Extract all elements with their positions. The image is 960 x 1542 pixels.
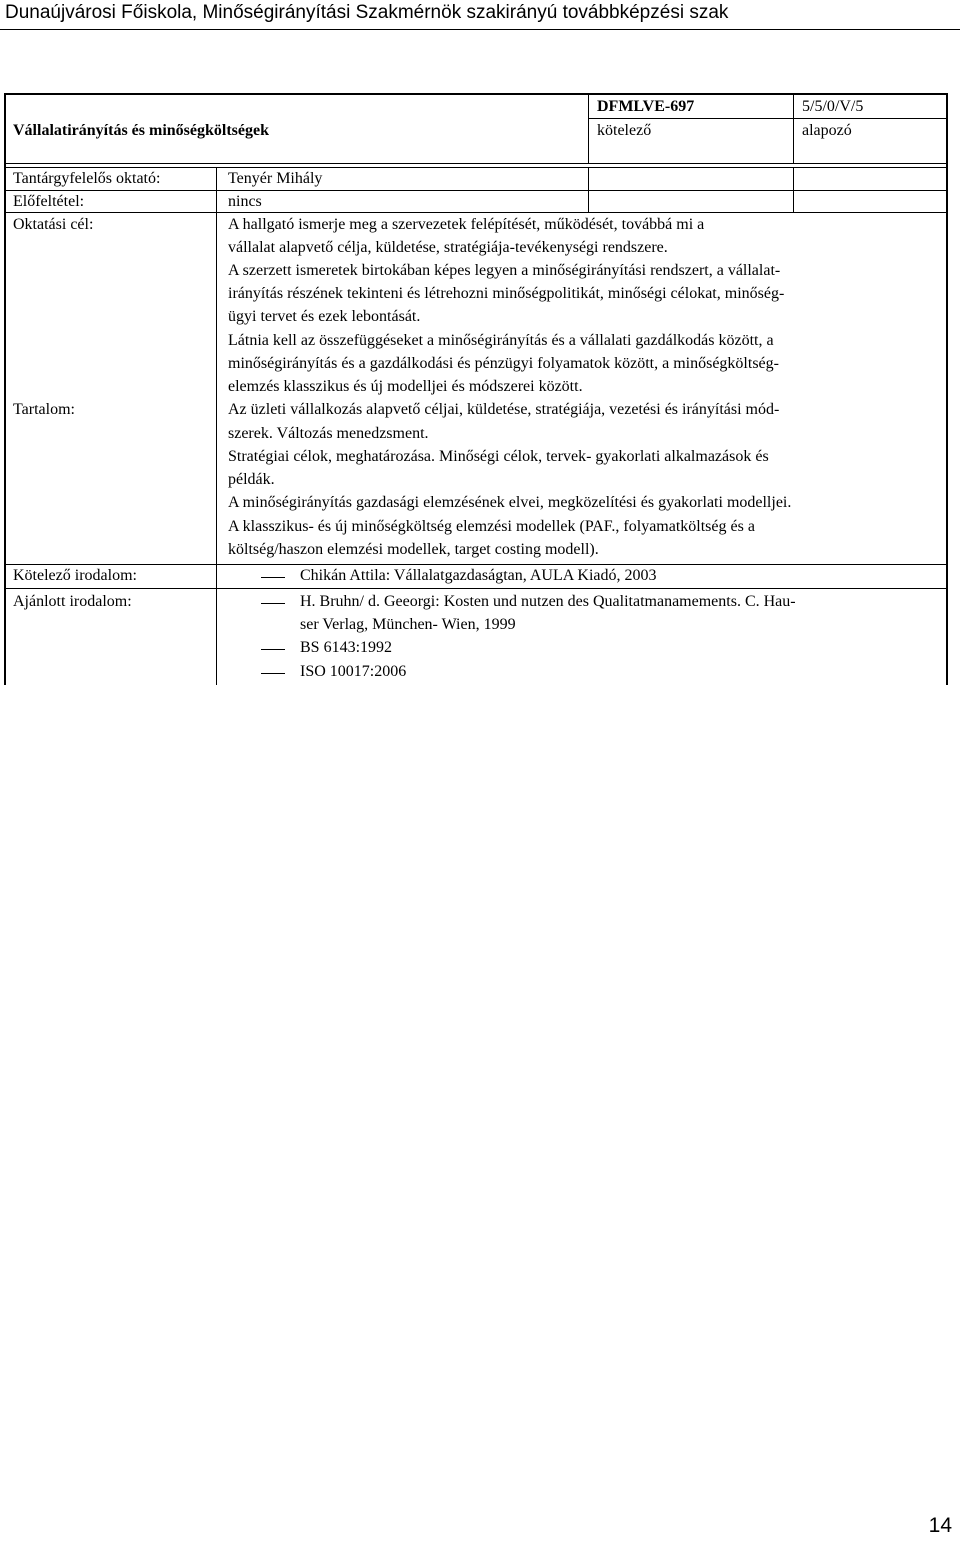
course-status: kötelező: [597, 122, 652, 139]
content-line: Az üzleti vállalkozás alapvető céljai, küldetése, stratégiája, vezetési és irányítási mód-: [228, 401, 780, 418]
content-label: Tartalom:: [13, 401, 75, 418]
content-line: példák.: [228, 471, 275, 488]
content-line: költség/haszon elemzési modellek, target costing modell).: [228, 541, 599, 558]
recommended-lit-item: BS 6143:1992: [300, 639, 393, 656]
responsible-value: Tenyér Mihály: [228, 170, 323, 187]
required-lit-label: Kötelező irodalom:: [13, 567, 137, 584]
recommended-lit-item-continued: ser Verlag, München- Wien, 1999: [300, 616, 516, 633]
goal-line: A szerzett ismeretek birtokában képes legyen a minőségirányítási rendszert, a vállalat-: [228, 262, 781, 279]
goal-line: Látnia kell az összefüggéseket a minőségirányítás és a vállalati gazdálkodás között, a: [228, 332, 774, 349]
recommended-lit-item: ISO 10017:2006: [300, 663, 407, 680]
document-header: Dunaújvárosi Főiskola, Minőségirányítási Szakmérnök szakirányú továbbképzési szak: [0, 0, 960, 30]
recommended-lit-item: H. Bruhn/ d. Geeorgi: Kosten und nutzen des Qualitatmanamements. C. Hau-: [300, 593, 796, 610]
goal-line: vállalat alapvető célja, küldetése, stratégiája-tevékenységi rendszere.: [228, 239, 668, 256]
goal-line: ügyi tervet és ezek lebontását.: [228, 308, 421, 325]
goal-label: Oktatási cél:: [13, 216, 94, 233]
goal-line: irányítás részének tekinteni és létrehozni minőségpolitikát, minőségi célokat, minőség-: [228, 285, 785, 302]
content-line: Stratégiai célok, meghatározása. Minőségi célok, tervek- gyakorlati alkalmazások és: [228, 448, 769, 465]
content-line: A minőségirányítás gazdasági elemzésének elvei, megközelítési és gyakorlati modelljei.: [228, 494, 792, 511]
content-line: A klasszikus- és új minőségköltség elemzési modellek (PAF., folyamatköltség és a: [228, 518, 755, 535]
content-line: szerek. Változás menedzsment.: [228, 425, 429, 442]
page-number: 14: [928, 1514, 952, 1537]
course-level: alapozó: [802, 122, 852, 139]
goal-line: minőségirányítás és a gazdálkodási és pénzügyi folyamatok között, a minőségköltség-: [228, 355, 779, 372]
prerequisite-label: Előfeltétel:: [13, 193, 85, 210]
bullet-dash-icon: [261, 603, 285, 604]
required-lit-item: Chikán Attila: Vállalatgazdaságtan, AULA Kiadó, 2003: [300, 567, 657, 584]
bullet-dash-icon: [261, 577, 285, 578]
course-hours: 5/5/0/V/5: [802, 98, 864, 115]
prerequisite-value: nincs: [228, 193, 262, 210]
bullet-dash-icon: [261, 649, 285, 650]
goal-line: A hallgató ismerje meg a szervezetek felépítését, működését, továbbá mi a: [228, 216, 705, 233]
goal-line: elemzés klasszikus és új modelljei és módszerei között.: [228, 378, 583, 395]
recommended-lit-label: Ajánlott irodalom:: [13, 593, 132, 610]
bullet-dash-icon: [261, 673, 285, 674]
responsible-label: Tantárgyfelelős oktató:: [13, 170, 161, 187]
course-code: DFMLVE-697: [597, 98, 695, 115]
course-title: Vállalatirányítás és minőségköltségek: [13, 122, 269, 139]
